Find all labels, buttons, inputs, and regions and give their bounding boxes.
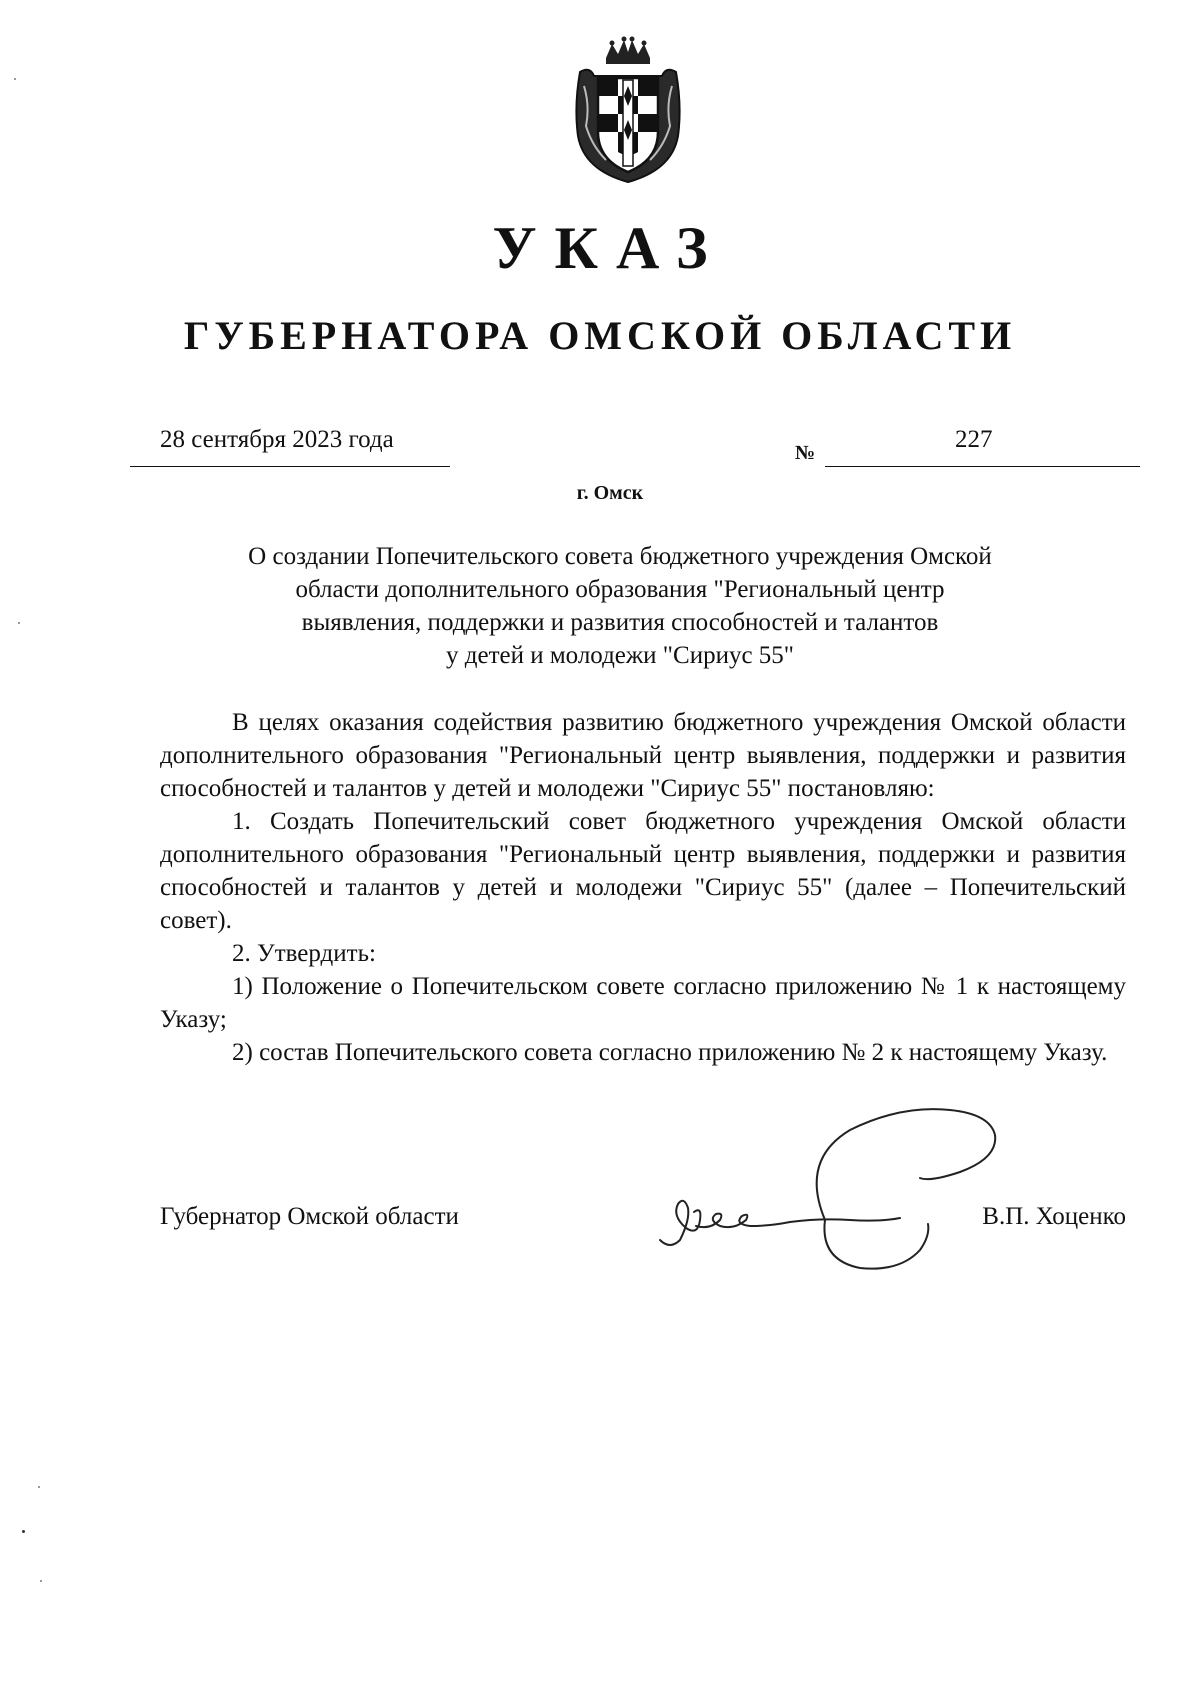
decree-subject <box>160 540 1080 672</box>
coat-of-arms-emblem <box>566 36 690 186</box>
point-2-paragraph: 2. Утвердить: <box>232 940 376 967</box>
date-field <box>130 422 450 467</box>
subject-line: у детей и молодежи "Сириус 55" <box>446 642 794 669</box>
signature-block <box>160 1203 1126 1243</box>
decree-body <box>160 706 1126 1069</box>
scan-speck <box>38 1486 40 1488</box>
city-of-issue: г. Омск <box>576 482 644 504</box>
preamble-paragraph: В целях оказания содействия развитию бюджетного учреждения Омской области дополнительного образования "Региональный центр выявления, поддержки и развития способностей и талантов у детей и молодежи "Сириус 55" постановляю: <box>160 709 1126 802</box>
document-type-title: УКАЗ <box>492 215 726 281</box>
scan-speck <box>18 622 20 624</box>
document-date: 28 сентября 2023 года <box>160 426 394 453</box>
number-label: № <box>795 442 816 464</box>
subject-line: О создании Попечительского совета бюджетного учреждения Омской <box>248 543 992 570</box>
subject-line: области дополнительного образования "Региональный центр <box>295 576 945 603</box>
signatory-name: В.П. Хоценко <box>982 1203 1126 1230</box>
document-number: 227 <box>955 426 993 453</box>
scan-speck <box>40 1580 42 1582</box>
issuer-subtitle: ГУБЕРНАТОРА ОМСКОЙ ОБЛАСТИ <box>183 313 1017 358</box>
subject-line: выявления, поддержки и развития способностей и талантов <box>301 609 939 636</box>
number-field <box>825 422 1140 467</box>
subpoint-1-paragraph: 1) Положение о Попечительском совете согласно приложению № 1 к настоящему Указу; <box>160 973 1126 1033</box>
handwritten-signature <box>650 1100 1010 1275</box>
point-1-paragraph: 1. Создать Попечительский совет бюджетного учреждения Омской области дополнительного образования "Региональный центр выявления, поддержки и развития способностей и талантов у детей и молодежи "Сириус 55" (далее – Попечительский совет). <box>160 808 1126 934</box>
signatory-position: Губернатор Омской области <box>160 1203 459 1230</box>
scan-speck <box>22 1530 25 1533</box>
subpoint-2-paragraph: 2) состав Попечительского совета согласно приложению № 2 к настоящему Указу. <box>232 1039 1108 1066</box>
scan-speck <box>14 78 16 80</box>
